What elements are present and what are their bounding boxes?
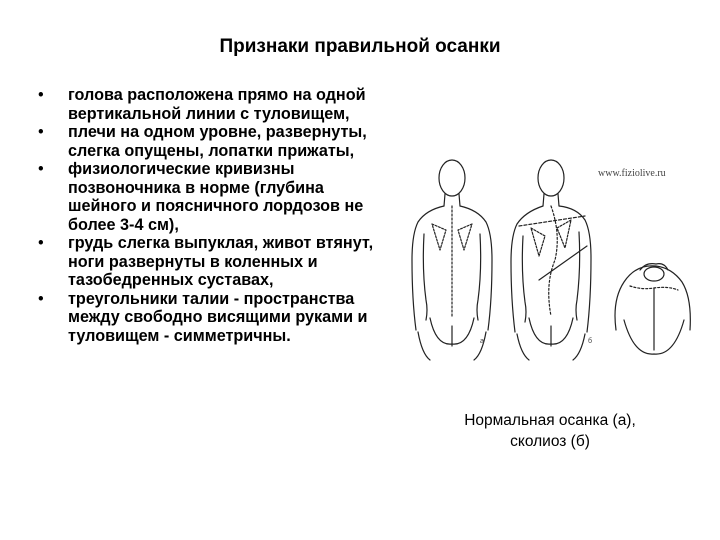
list-item-text: голова расположена прямо на одной вертикальной линии с туловищем, (68, 86, 366, 123)
list-item (38, 86, 393, 123)
list-item (38, 123, 393, 160)
forward-bend-figure (615, 264, 690, 355)
posture-illustration-icon (400, 150, 700, 365)
caption-line-1: Нормальная осанка (а), (464, 412, 636, 429)
scoliosis-figure (511, 160, 591, 360)
list-item-text: грудь слегка выпуклая, живот втянут, ноги развернуты в коленных и тазобедренных суставах, (68, 234, 374, 289)
figure-caption (425, 410, 675, 452)
figure-label-b: б (588, 338, 593, 345)
bullet-glyph: • (38, 86, 44, 104)
list-item (38, 160, 393, 234)
bullet-glyph: • (38, 234, 44, 252)
figure-label-a: а (480, 338, 484, 345)
watermark: www.fiziolive.ru (598, 168, 666, 179)
caption-line-2: сколиоз (б) (510, 433, 590, 450)
normal-posture-figure (412, 160, 492, 360)
bullet-glyph: • (38, 160, 44, 178)
list-item-text: треугольники талии - пространства между свободно висящими руками и туловищем - симметричны. (68, 289, 368, 345)
bullet-glyph: • (38, 123, 44, 141)
list-item (38, 290, 393, 346)
page-title: Признаки правильной осанки (219, 36, 501, 57)
list-item (38, 234, 393, 290)
list-item-text: физиологические кривизны позвоночника в норме (глубина шейного и поясничного лордозов не более 3-4 см), (68, 160, 364, 234)
list-item-text: плечи на одном уровне, развернуты, слегка опущены, лопатки прижаты, (68, 123, 367, 160)
bullet-glyph: • (38, 289, 44, 308)
posture-signs-list (38, 86, 393, 345)
